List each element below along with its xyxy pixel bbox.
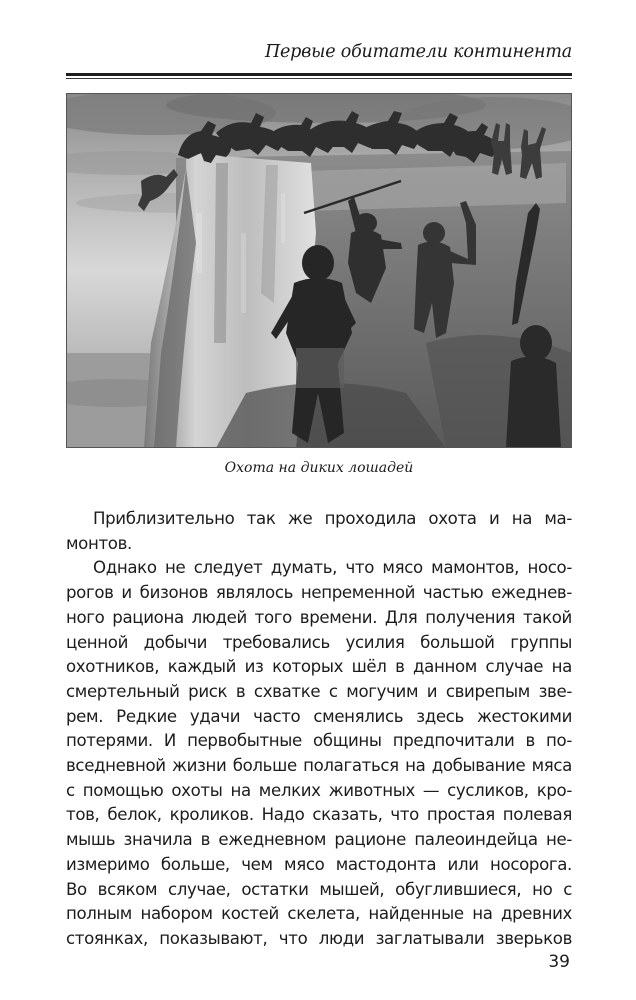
figure-caption: Охота на диких лошадей: [224, 460, 414, 476]
paragraph-2: [66, 556, 572, 951]
text-line: полным набором костей скелета, найденные на древних: [66, 904, 572, 924]
body-text: [66, 507, 572, 952]
text-line: охотников, каждый из которых шёл в данном случае на: [66, 657, 572, 677]
text-line: вседневной жизни больше полагаться на добывание мяса: [66, 756, 572, 776]
text-line: тов, белок, кроликов. Надо сказать, что простая полевая: [66, 805, 572, 825]
page-number: 39: [548, 952, 570, 972]
text-line: ценной добычи требовались усилия большой группы: [66, 632, 572, 652]
text-line: Приблизительно так же проходила охота и на ма-: [93, 509, 572, 528]
text-line: с помощью охоты на мелких животных — сусликов, кро-: [66, 780, 572, 800]
text-line: потерями. И первобытные общины предпочитали в по-: [66, 731, 572, 751]
text-line: смертельный риск в схватке с могучим и свирепым зве-: [66, 681, 572, 701]
text-line: Однако не следует думать, что мясо мамонтов, носо-: [93, 558, 572, 578]
text-line: измеримо больше, чем мясо мастодонта или носорога.: [66, 854, 572, 874]
header-rule-thin: [66, 78, 572, 79]
text-line: рем. Редкие удачи часто сменялись здесь жестокими: [66, 706, 572, 726]
header-rule-thick: [66, 73, 572, 76]
text-line: ного рациона людей того времени. Для получения такой: [66, 607, 572, 627]
paragraph-1: [66, 507, 572, 556]
illustration-image: [66, 93, 572, 448]
text-line: рогов и бизонов являлось непременной частью ежеднев-: [66, 583, 572, 603]
text-line: монтов.: [66, 533, 132, 553]
running-head: Первые обитатели континента: [264, 42, 572, 62]
illustration-horse-hunt: [66, 93, 572, 448]
text-line: Во всяком случае, остатки мышей, обуглившиеся, но с: [66, 879, 572, 899]
text-line: стоянках, показывают, что люди заглатывали зверьков: [66, 928, 572, 948]
text-line: мышь значила в ежедневном рационе палеоиндейца не-: [66, 830, 572, 850]
